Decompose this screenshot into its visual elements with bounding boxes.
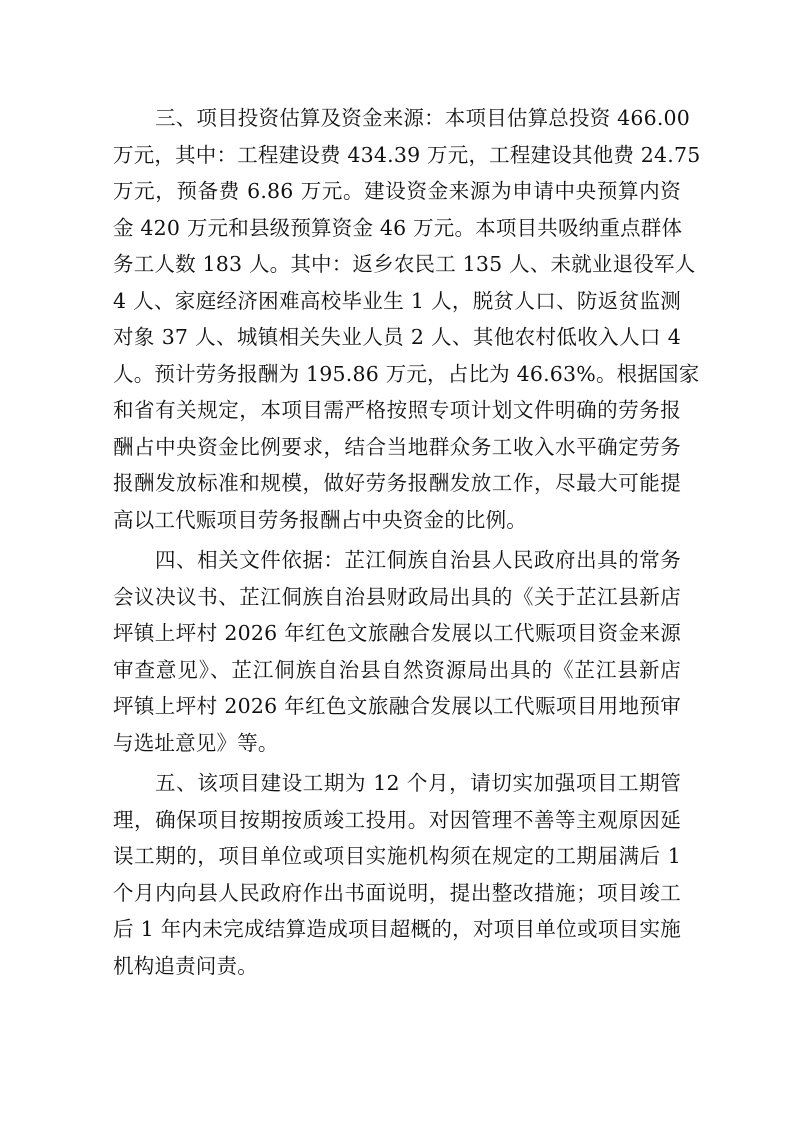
- text-line: 误工期的，项目单位或项目实施机构须在规定的工期届满后 1: [113, 844, 681, 868]
- text-line: 四、相关文件依据：芷江侗族自治县人民政府出具的常务: [155, 548, 681, 572]
- text-line: 后 1 年内未完成结算造成项目超概的，对项目单位或项目实施: [113, 917, 681, 941]
- document-body: [113, 100, 701, 988]
- text-line: 机构追责问责。: [113, 953, 258, 978]
- text-line: 报酬发放标准和规模，做好劳务报酬发放工作，尽最大可能提: [113, 471, 681, 495]
- paragraph-document-basis: [113, 542, 681, 761]
- text-line: 金 420 万元和县级预算资金 46 万元。本项目共吸纳重点群体: [113, 215, 683, 240]
- text-line: 审查意见》、芷江侗族自治县自然资源局出具的《芷江县新店: [113, 657, 681, 682]
- text-line: 与选址意见》等。: [113, 730, 279, 755]
- text-line: 对象 37 人、城镇相关失业人员 2 人、其他农村低收入人口 4: [113, 325, 681, 349]
- paragraph-construction-period: [113, 765, 681, 984]
- text-line: 三、项目投资估算及资金来源：本项目估算总投资 466.00: [155, 106, 691, 130]
- text-line: 万元，预备费 6.86 万元。建设资金来源为申请中央预算内资: [113, 179, 681, 203]
- paragraph-investment-funding: [113, 100, 701, 538]
- text-line: 人。预计劳务报酬为 195.86 万元，占比为 46.63%。根据国家: [113, 361, 700, 386]
- text-line: 坪镇上坪村 2026 年红色文旅融合发展以工代赈项目用地预审: [113, 694, 681, 718]
- text-line: 万元，其中：工程建设费 434.39 万元，工程建设其他费 24.75: [113, 142, 701, 167]
- text-line: 和省有关规定，本项目需严格按照专项计划文件明确的劳务报: [113, 398, 681, 422]
- text-line: 坪镇上坪村 2026 年红色文旅融合发展以工代赈项目资金来源: [113, 621, 681, 645]
- text-line: 会议决议书、芷江侗族自治县财政局出具的《关于芷江县新店: [113, 584, 681, 609]
- text-line: 酬占中央资金比例要求，结合当地群众务工收入水平确定劳务: [113, 434, 681, 459]
- text-line: 个月内向县人民政府作出书面说明，提出整改措施；项目竣工: [113, 880, 681, 905]
- text-line: 务工人数 183 人。其中：返乡农民工 135 人、未就业退役军人: [113, 252, 696, 276]
- text-line: 4 人、家庭经济困难高校毕业生 1 人，脱贫人口、防返贫监测: [113, 288, 681, 313]
- text-line: 高以工代赈项目劳务报酬占中央资金的比例。: [113, 507, 527, 532]
- text-line: 五、该项目建设工期为 12 个月，请切实加强项目工期管: [155, 771, 681, 795]
- text-line: 理，确保项目按期按质竣工投用。对因管理不善等主观原因延: [113, 807, 681, 832]
